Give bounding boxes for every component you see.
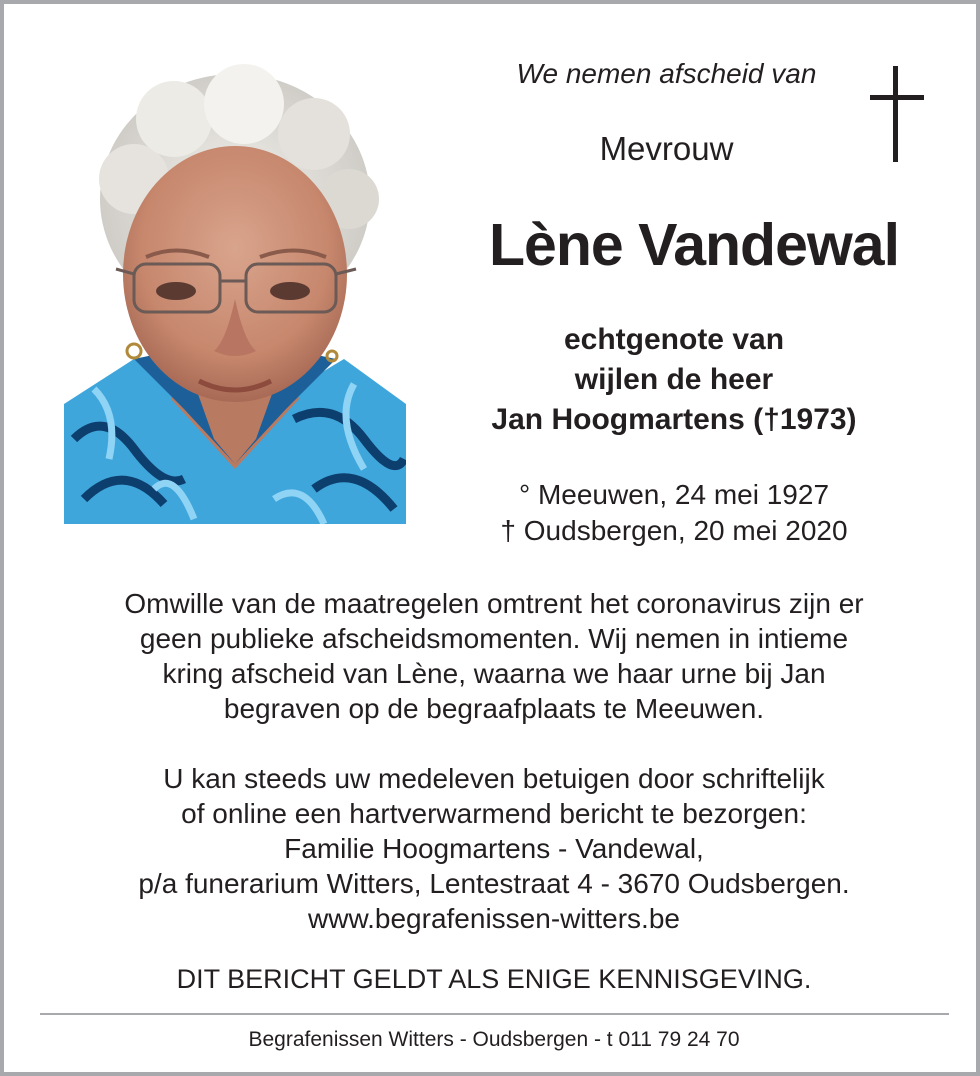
funeral-home-footer: Begrafenissen Witters - Oudsbergen - t 011 79 24 70 [248, 1028, 740, 1051]
divider [40, 1013, 949, 1015]
honorific: Mevrouw [599, 130, 734, 167]
family-name: Familie Hoogmartens - Vandewal, [284, 833, 704, 864]
paragraph-line: of online een hartverwarmend bericht te bezorgen: [181, 798, 807, 829]
death-date: † Oudsbergen, 20 mei 2020 [500, 515, 848, 546]
sole-notice-text: DIT BERICHT GELDT ALS ENIGE KENNISGEVING. [176, 964, 812, 994]
deceased-name: Lène Vandewal [489, 212, 899, 278]
paragraph-line: U kan steeds uw medeleven betuigen door schriftelijk [163, 763, 825, 794]
website-link[interactable]: www.begrafenissen-witters.be [308, 903, 680, 934]
spouse-line: echtgenote van [563, 323, 785, 356]
spouse-block [424, 320, 924, 440]
paragraph-line: begraven op de begraafplaats te Meeuwen. [223, 693, 765, 724]
arrangements-paragraph [44, 586, 944, 726]
intro-text: We nemen afscheid van [516, 58, 817, 89]
condolence-paragraph [44, 761, 944, 936]
paragraph-line: kring afscheid van Lène, waarna we haar urne bij Jan [162, 658, 826, 689]
birth-date: ° Meeuwen, 24 mei 1927 [518, 479, 830, 510]
spouse-line: Jan Hoogmartens (†1973) [491, 403, 857, 436]
paragraph-line: Omwille van de maatregelen omtrent het coronavirus zijn er [124, 588, 864, 619]
spouse-line: wijlen de heer [574, 363, 774, 396]
dates-block [424, 477, 924, 549]
portrait-photo [64, 59, 406, 524]
paragraph-line: geen publieke afscheidsmomenten. Wij nemen in intieme [139, 623, 849, 654]
address: p/a funerarium Witters, Lentestraat 4 - 3670 Oudsbergen. [138, 868, 850, 899]
